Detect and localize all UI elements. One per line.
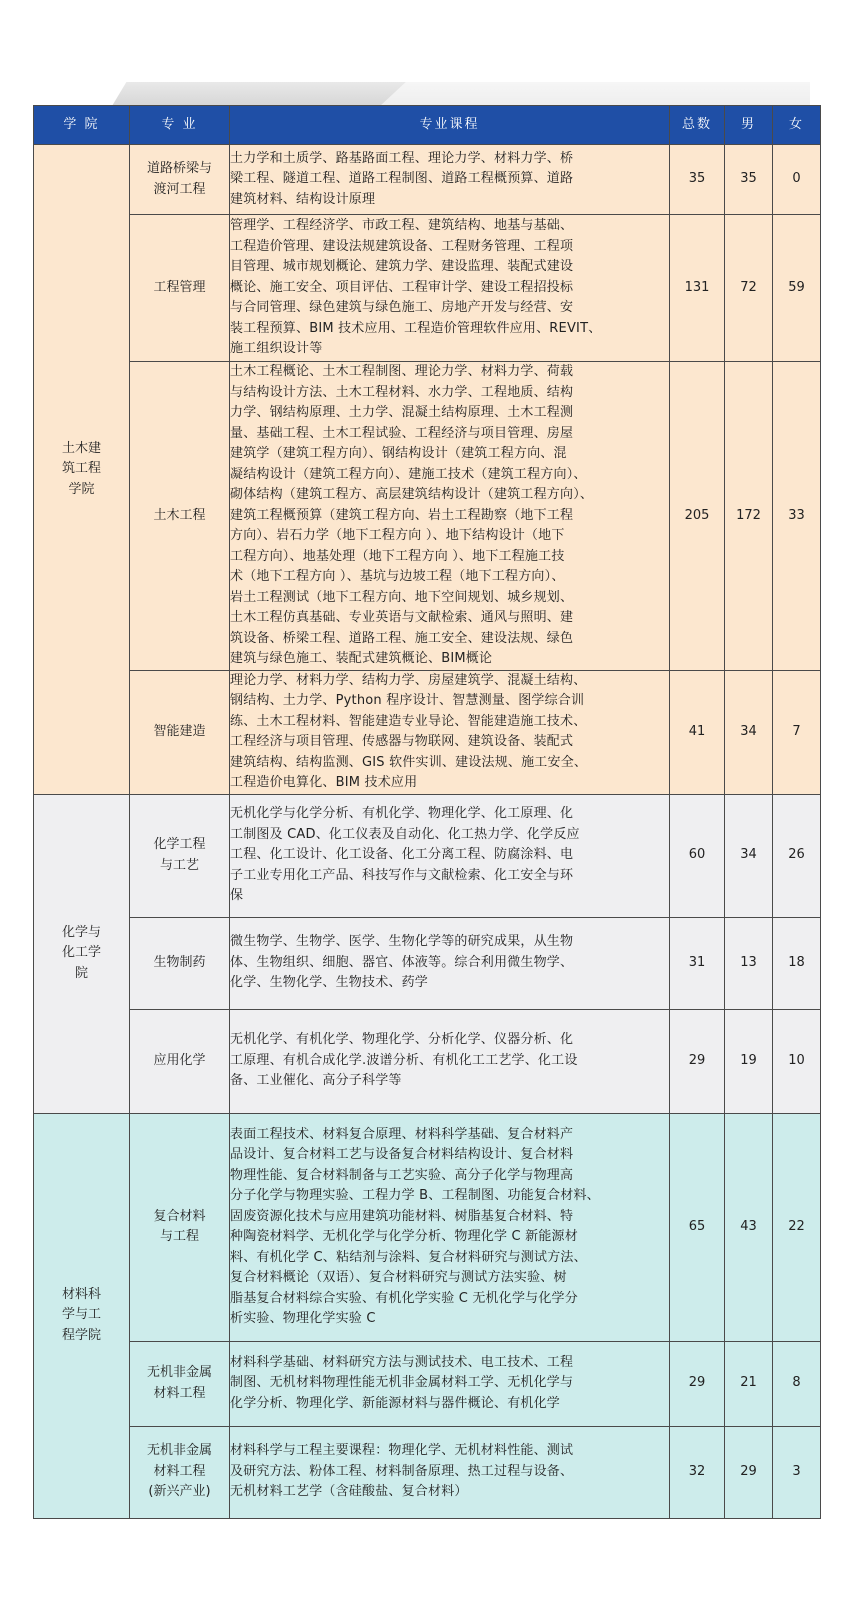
header-male: 男	[725, 106, 773, 145]
header-female: 女	[773, 106, 821, 145]
course-list-line: 梁工程、隧道工程、道路工程制图、道路工程概预算、道路	[230, 171, 574, 187]
major-name	[130, 145, 230, 215]
course-list-line: 脂基复合材料综合实验、有机化学实验 C 无机化学与化学分	[230, 1290, 578, 1306]
male-count: 29	[725, 1426, 773, 1518]
college-name-line: 化学与	[61, 924, 101, 940]
female-count: 33	[773, 362, 821, 671]
female-count: 18	[773, 917, 821, 1009]
total-count: 41	[670, 670, 725, 794]
table-row	[34, 362, 821, 671]
course-list-line: 量、基础工程、土木工程试验、工程经济与项目管理、房屋	[230, 425, 574, 441]
major-name	[130, 215, 230, 362]
course-list-line: 土木工程仿真基础、专业英语与文献检索、通风与照明、建	[230, 610, 574, 625]
college-name-line: 学与工	[61, 1307, 101, 1323]
major-name	[130, 917, 230, 1009]
course-list-line: 管理学、工程经济学、市政工程、建筑结构、地基与基础、	[230, 218, 574, 234]
female-count: 7	[773, 670, 821, 794]
major-name-line: 与工艺	[159, 857, 199, 873]
course-list-line: 目管理、城市规划概论、建筑力学、建设监理、装配式建设	[230, 259, 574, 275]
course-list-line: 建筑结构、结构监测、GIS 软件实训、建设法规、施工安全、	[230, 754, 588, 770]
college-name-line: 程学院	[61, 1327, 101, 1343]
male-count: 34	[725, 794, 773, 917]
course-list	[230, 1113, 670, 1341]
table-row	[34, 145, 821, 215]
female-count: 22	[773, 1113, 821, 1341]
course-list	[230, 670, 670, 794]
course-list-line: 复合材料概论（双语）、复合材料研究与测试方法实验、树	[230, 1270, 567, 1285]
course-list-line: 子工业专用化工产品、科技写作与文献检索、化工安全与环	[230, 867, 574, 883]
course-list-line: 建筑材料、结构设计原理	[230, 191, 376, 207]
major-name	[130, 794, 230, 917]
course-list-line: 术（地下工程方向 ）、基坑与边坡工程（地下工程方向）、	[230, 569, 565, 584]
header-major: 专 业	[130, 106, 230, 145]
college-name	[34, 145, 130, 795]
course-list-line: 建筑工程概预算（建筑工程方向、岩土工程勘察（地下工程	[230, 507, 574, 523]
course-list	[230, 1426, 670, 1518]
course-list-line: 工程方向）、地基处理（地下工程方向 ）、地下工程施工技	[230, 548, 565, 564]
course-list	[230, 794, 670, 917]
course-list-line: 微生物学、生物学、医学、生物化学等的研究成果，从生物	[230, 934, 574, 950]
course-list-line: 工程经济与项目管理、传感器与物联网、建筑设备、装配式	[230, 734, 574, 749]
header-row	[34, 106, 821, 145]
major-name-line: 道路桥梁与	[146, 161, 212, 176]
college-name-line: 化工学	[61, 945, 101, 961]
college-name	[34, 794, 130, 1113]
course-list-line: 凝结构设计（建筑工程方向）、建施工技术（建筑工程方向）、	[230, 466, 587, 482]
major-name	[130, 1426, 230, 1518]
male-count: 21	[725, 1341, 773, 1426]
course-list-line: 力学、钢结构原理、土力学、混凝土结构原理、土木工程测	[230, 405, 574, 420]
course-list-line: 与合同管理、绿色建筑与绿色施工、房地产开发与经营、安	[230, 300, 574, 316]
admissions-table	[33, 105, 821, 1519]
course-list-line: 建筑与绿色施工、装配式建筑概论、BIM概论	[230, 651, 493, 666]
course-list-line: 土木工程概论、土木工程制图、理论力学、材料力学、荷载	[230, 364, 574, 379]
course-list	[230, 1341, 670, 1426]
total-count: 65	[670, 1113, 725, 1341]
college-name	[34, 1113, 130, 1518]
course-list-line: 工程造价管理、建设法规建筑设备、工程财务管理、工程项	[230, 238, 574, 254]
male-count: 43	[725, 1113, 773, 1341]
table-row	[34, 215, 821, 362]
college-name-line: 材料科	[61, 1286, 101, 1302]
course-list-line: 无机材料工艺学（含硅酸盐、复合材料）	[230, 1484, 468, 1500]
header-total: 总数	[670, 106, 725, 145]
course-list-line: 化学分析、物理化学、新能源材料与器件概论、有机化学	[230, 1395, 561, 1411]
table-row	[34, 1426, 821, 1518]
course-list-line: 砌体结构（建筑工程方、高层建筑结构设计（建筑工程方向）、	[230, 487, 594, 502]
male-count: 72	[725, 215, 773, 362]
table-row	[34, 1009, 821, 1113]
major-name	[130, 1113, 230, 1341]
female-count: 0	[773, 145, 821, 215]
major-name-line: 土木工程	[153, 507, 206, 523]
course-list-line: 方向）、岩石力学（地下工程方向 ）、地下结构设计（地下	[230, 528, 565, 543]
major-name	[130, 1009, 230, 1113]
course-list-line: 料、有机化学 C、粘结剂与涂料、复合材料研究与测试方法、	[230, 1249, 587, 1265]
course-list-line: 材料科学基础、材料研究方法与测试技术、电工技术、工程	[230, 1354, 574, 1370]
course-list-line: 固废资源化技术与应用建筑功能材料、树脂基复合材料、特	[230, 1208, 574, 1224]
course-list-line: 保	[230, 888, 244, 904]
course-list	[230, 145, 670, 215]
course-list-line: 练、土木工程材料、智能建造专业导论、智能建造施工技术、	[230, 713, 587, 729]
course-list-line: 备、工业催化、高分子科学等	[230, 1073, 402, 1089]
total-count: 32	[670, 1426, 725, 1518]
course-list-line: 工程、化工设计、化工设备、化工分离工程、防腐涂料、电	[230, 847, 574, 863]
college-name-line: 土木建	[61, 440, 101, 456]
major-name-line: 与工程	[159, 1229, 199, 1244]
table-row	[34, 794, 821, 917]
course-list-line: 品设计、复合材料工艺与设备复合材料结构设计、复合材料	[230, 1147, 574, 1162]
major-name-line: 工程管理	[153, 279, 206, 295]
course-list-line: 工程造价电算化、BIM 技术应用	[230, 775, 418, 790]
female-count: 59	[773, 215, 821, 362]
course-list-line: 析实验、物理化学实验 C	[230, 1311, 376, 1326]
college-name-line: 筑工程	[61, 461, 101, 476]
total-count: 205	[670, 362, 725, 671]
table-body	[34, 145, 821, 1519]
header-college: 学 院	[34, 106, 130, 145]
major-name	[130, 1341, 230, 1426]
course-list-line: 分子化学与物理实验、工程力学 B、工程制图、功能复合材料、	[230, 1188, 600, 1203]
table-row	[34, 1341, 821, 1426]
major-name	[130, 362, 230, 671]
major-name-line: 应用化学	[153, 1052, 206, 1068]
course-list	[230, 215, 670, 362]
course-list-line: 施工组织设计等	[230, 341, 323, 357]
course-list-line: 制图、无机材料物理性能无机非金属材料工学、无机化学与	[230, 1375, 574, 1391]
top-decoration-light	[380, 82, 810, 106]
major-name-line: 生物制药	[153, 954, 206, 970]
course-list-line: 钢结构、土力学、Python 程序设计、智慧测量、图学综合训	[230, 693, 585, 708]
course-list-line: 建筑学（建筑工程方向）、钢结构设计（建筑工程方向、混	[230, 446, 567, 461]
course-list	[230, 1009, 670, 1113]
major-name-line: 复合材料	[153, 1208, 206, 1224]
major-name-line: 化学工程	[153, 837, 206, 852]
major-name-line: (新兴产业)	[148, 1484, 211, 1500]
header-courses: 专业课程	[230, 106, 670, 145]
male-count: 19	[725, 1009, 773, 1113]
total-count: 29	[670, 1009, 725, 1113]
course-list-line: 筑设备、桥梁工程、道路工程、施工安全、建设法规、绿色	[230, 630, 574, 646]
total-count: 131	[670, 215, 725, 362]
course-list-line: 体、生物组织、细胞、器官、体液等。综合利用微生物学、	[230, 954, 574, 970]
major-name-line: 智能建造	[153, 723, 206, 739]
course-list-line: 种陶瓷材料学、无机化学与化学分析、物理化学 C 新能源材	[230, 1229, 578, 1244]
course-list-line: 表面工程技术、材料复合原理、材料科学基础、复合材料产	[230, 1126, 574, 1142]
major-name	[130, 670, 230, 794]
course-list-line: 装工程预算、BIM 技术应用、工程造价管理软件应用、REVIT、	[230, 320, 602, 336]
course-list	[230, 917, 670, 1009]
total-count: 35	[670, 145, 725, 215]
major-name-line: 材料工程	[153, 1463, 206, 1479]
course-list-line: 与结构设计方法、土木工程材料、水力学、工程地质、结构	[230, 384, 574, 400]
course-list-line: 化学、生物化学、生物技术、药学	[230, 975, 429, 991]
major-name-line: 渡河工程	[153, 181, 206, 197]
course-list-line: 物理性能、复合材料制备与工艺实验、高分子化学与物理高	[230, 1167, 574, 1183]
course-list-line: 工制图及 CAD、化工仪表及自动化、化工热力学、化学反应	[230, 826, 580, 842]
course-list-line: 概论、施工安全、项目评估、工程审计学、建设工程招投标	[230, 279, 574, 295]
major-name-line: 无机非金属	[146, 1443, 212, 1459]
course-list-line: 及研究方法、粉体工程、材料制备原理、热工过程与设备、	[230, 1463, 574, 1479]
course-list-line: 理论力学、材料力学、结构力学、房屋建筑学、混凝土结构、	[230, 672, 587, 688]
course-list-line: 工原理、有机合成化学.波谱分析、有机化工工艺学、化工设	[230, 1052, 578, 1068]
table-row	[34, 670, 821, 794]
college-name-line: 学院	[68, 481, 95, 497]
course-list	[230, 362, 670, 671]
course-list-line: 土力学和土质学、路基路面工程、理论力学、材料力学、桥	[230, 150, 574, 166]
table-row	[34, 917, 821, 1009]
female-count: 8	[773, 1341, 821, 1426]
female-count: 26	[773, 794, 821, 917]
total-count: 29	[670, 1341, 725, 1426]
major-name-line: 材料工程	[153, 1385, 206, 1401]
course-list-line: 岩土工程测试（地下工程方向、地下空间规划、城乡规划、	[230, 589, 574, 605]
male-count: 13	[725, 917, 773, 1009]
female-count: 3	[773, 1426, 821, 1518]
major-name-line: 无机非金属	[146, 1365, 212, 1380]
male-count: 172	[725, 362, 773, 671]
course-list-line: 材料科学与工程主要课程：物理化学、无机材料性能、测试	[230, 1443, 574, 1459]
male-count: 34	[725, 670, 773, 794]
course-list-line: 无机化学、有机化学、物理化学、分析化学、仪器分析、化	[230, 1032, 574, 1048]
college-name-line: 院	[74, 965, 88, 981]
course-list-line: 无机化学与化学分析、有机化学、物理化学、化工原理、化	[230, 806, 574, 822]
female-count: 10	[773, 1009, 821, 1113]
table-row	[34, 1113, 821, 1341]
total-count: 60	[670, 794, 725, 917]
total-count: 31	[670, 917, 725, 1009]
male-count: 35	[725, 145, 773, 215]
